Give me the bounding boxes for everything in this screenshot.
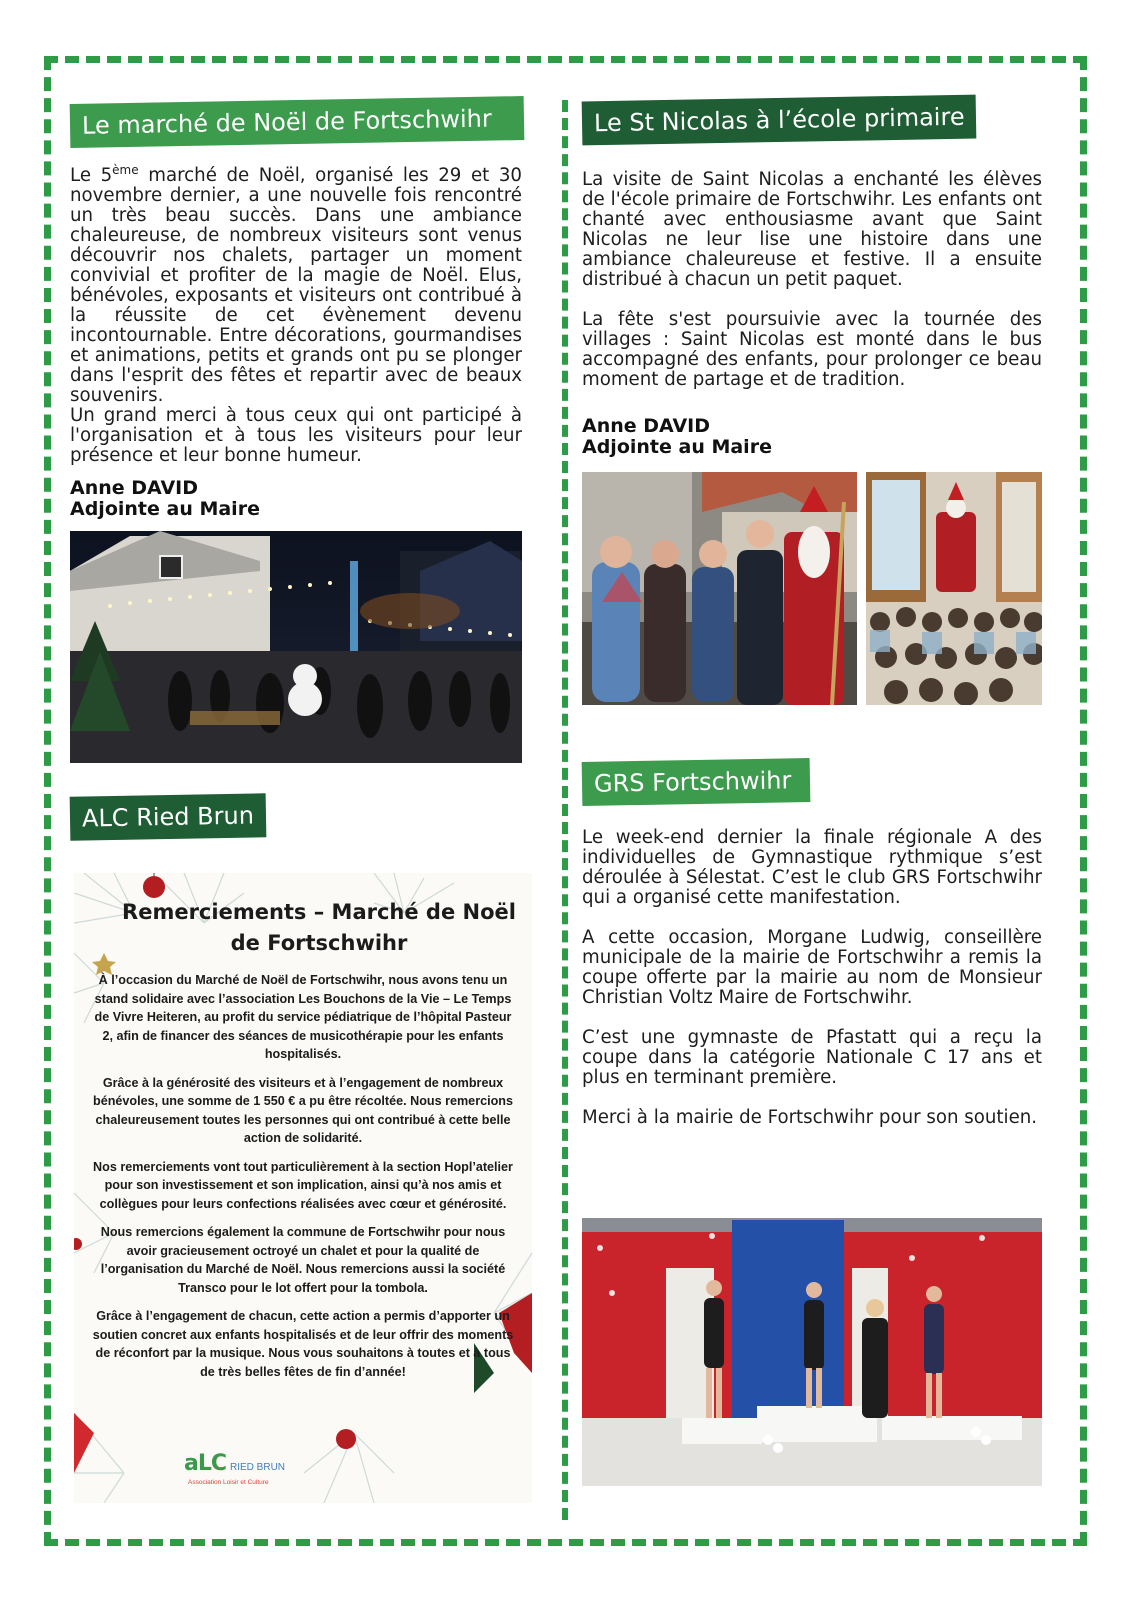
poster-title: Remerciements – Marché de Noël de Fortschwihr [122, 900, 516, 955]
column-divider [562, 100, 568, 1520]
section-title-grs: GRS Fortschwihr [582, 758, 811, 806]
alc-poster [74, 873, 532, 1503]
grs-podium-photo [582, 1218, 1042, 1486]
alc-logo: aLC RIED BRUN Association Loisir et Culture [184, 1451, 286, 1486]
nicolas-signature: Anne DAVID Adjointe au Maire [582, 415, 772, 458]
grs-body: Le week-end dernier la finale régionale A des individuelles de Gymnastique rythmique s’est déroulée à Sélestat. C’est le club GRS Fortschwihr qui a organisé cette manifestation. A cette occasion, Morgane Ludwig, conseillère municipale de la mairie de Fortschwihr a remis la coupe offerte par la mairie au nom de Monsieur Christian Voltz Maire de Fortschwihr. C’est une gymnaste de Pfastatt qui a reçu la coupe dans la catégorie Nationale C 17 ans et plus en terminant première. Merci à la mairie de Fortschwihr pour son soutien. [582, 827, 1042, 1128]
marche-body: Le 5ème marché de Noël, organisé les 29 et 30 novembre dernier, a une nouvelle fois rencontré un très beau succès. Dans une ambiance chaleureuse, de nombreux visiteurs sont venus découvrir nos chalets, partager un moment convivial et profiter de la magie de Noël. Elus, bénévoles, exposants et visiteurs ont contribué à la réussite de cet évènement devenu incontournable. Entre décorations, gourmandises et animations, petits et grands ont pu se plonger dans l'esprit des fêtes et repartir avec de beaux souvenirs. Un grand merci à tous ceux qui ont participé à l'organisation et à tous les visiteurs pour leur présence et leur bonne humeur. [70, 163, 522, 467]
nicolas-photo-classroom [866, 472, 1042, 705]
marche-signature: Anne DAVID Adjointe au Maire [70, 477, 260, 520]
section-title-marche: Le marché de Noël de Fortschwihr [70, 96, 525, 148]
section-title-alc: ALC Ried Brun [70, 793, 267, 840]
marche-photo [70, 531, 522, 763]
section-title-nicolas: Le St Nicolas à l’école primaire [582, 95, 977, 146]
nicolas-body: La visite de Saint Nicolas a enchanté les élèves de l'école primaire de Fortschwihr. Les enfants ont chanté avec enthousiasme avant que Saint Nicolas ne leur lise une histoire dans une ambiance chaleureuse et festive. Il a ensuite distribué à chacun un petit paquet. La fête s'est poursuivie avec la tournée des villages : Saint Nicolas est monté dans le bus accompagné des enfants, pour prolonger ce beau moment de partage et de tradition. [582, 169, 1042, 390]
nicolas-photo-group [582, 472, 857, 705]
poster-body: À l’occasion du Marché de Noël de Fortschwihr, nous avons tenu un stand solidaire avec l’association Les Bouchons de la Vie – Le Temps de Vivre Heiteren, au profit du service pédiatrique de l’hôpital Pasteur 2, afin de financer des séances de musicothérapie pour les enfants hospitalisés. Grâce à la générosité des visiteurs et à l’engagement de nombreux bénévoles, une somme de 1 550 € a pu être récoltée. Nous remercions chaleureusement toutes les personnes qui ont contribué à cette belle action de solidarité. Nos remerciements vont tout particulièrement à la section Hopl’atelier pour son investissement et son implication, ainsi qu’à nos amis et collègues pour leurs confections réalisées avec cœur et générosité. Nous remercions également la commune de Fortschwihr pour nous avoir gracieusement octroyé un chalet et pour la qualité de l’organisation du Marché de Noël. Nous remercions aussi la société Transco pour le lot offert pour la tombola. Grâce à l’engagement de chacun, cette action a permis d’apporter un soutien concret aux enfants hospitalisés et de leur offrir des moments de réconfort par la musique. Nous vous souhaitons à toutes et à tous de très belles fêtes de fin d’année! [92, 973, 514, 1379]
